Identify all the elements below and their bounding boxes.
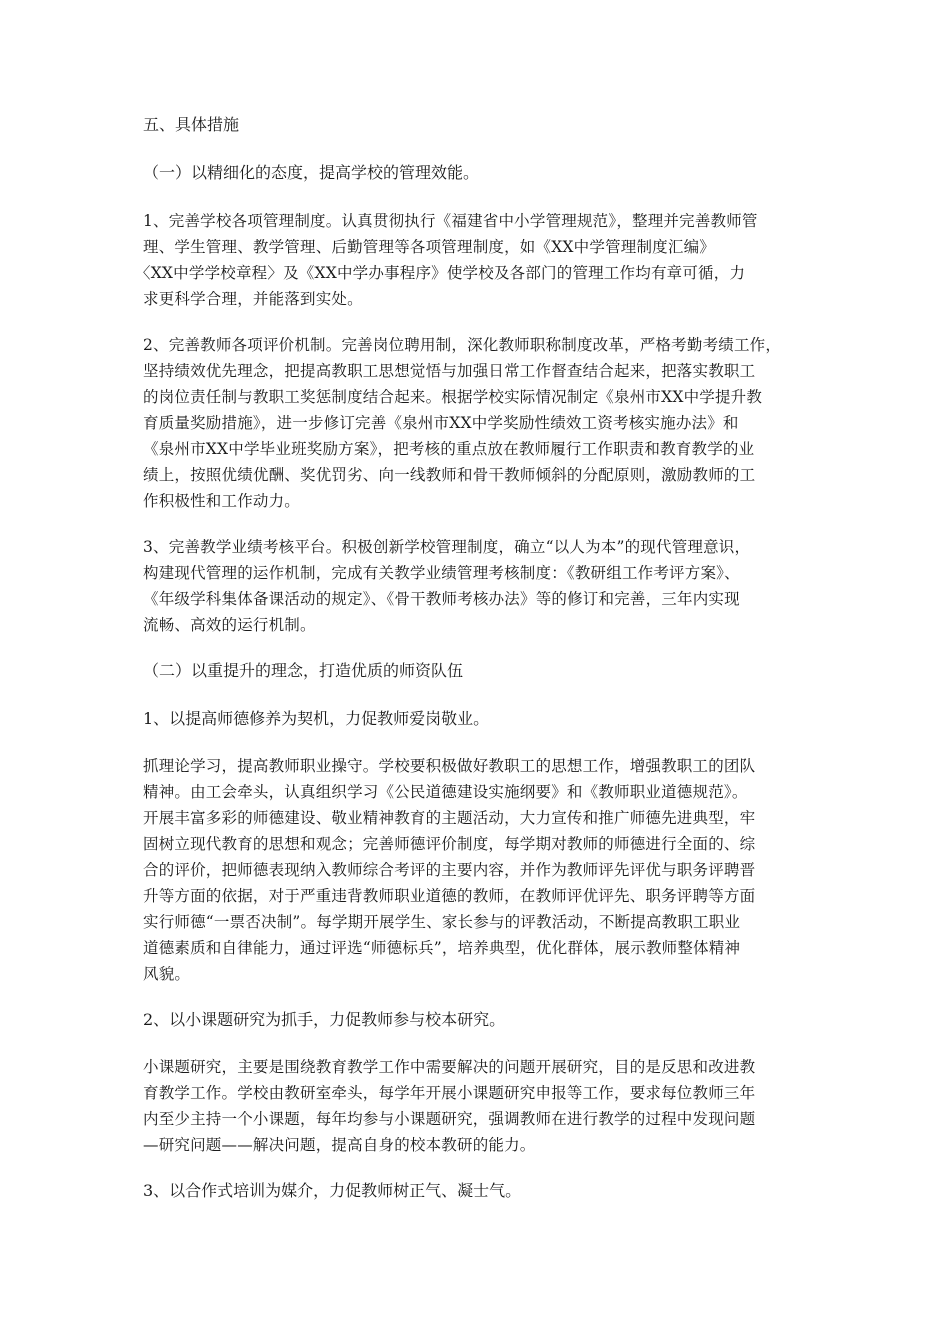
text-line: 小课题研究，主要是围绕教育教学工作中需要解决的问题开展研究，目的是反思和改进教	[143, 1058, 756, 1076]
text-line: 〈XX中学学校章程〉及《XX中学办事程序》使学校及各部门的管理工作均有章可循，力	[135, 264, 746, 282]
part1-heading: （一）以精细化的态度，提高学校的管理效能。	[143, 163, 480, 182]
part2-sub1-body	[143, 753, 825, 987]
text-line: 开展丰富多彩的师德建设、敬业精神教育的主题活动，大力宣传和推广师德先进典型，牢	[143, 809, 756, 827]
text-line: 精神。由工会牵头，认真组织学习《公民道德建设实施纲要》和《教师职业道德规范》。	[143, 783, 748, 801]
text-line: 合的评价，把师德表现纳入教师综合考评的主要内容，并作为教师评先评优与职务评聘晋	[143, 861, 756, 879]
part2-heading: （二）以重提升的理念，打造优质的师资队伍	[143, 661, 464, 680]
text-line: 3、完善教学业绩考核平台。积极创新学校管理制度，确立“以人为本”的现代管理意识，	[143, 538, 751, 556]
text-line: 构建现代管理的运作机制，完成有关教学业绩管理考核制度：《教研组工作考评方案》、	[143, 564, 740, 582]
text-line: 理、学生管理、教学管理、后勤管理等各项管理制度，如《XX中学管理制度汇编》	[143, 238, 715, 256]
text-line: 升等方面的依据，对于严重违背教师职业道德的教师，在教师评优评先、职务评聘等方面	[143, 887, 756, 905]
text-line: 作积极性和工作动力。	[143, 492, 301, 510]
text-line: 坚持绩效优先理念，把提高教职工思想觉悟与加强日常工作督查结合起来，把落实教职工	[143, 362, 756, 380]
document-page	[135, 112, 825, 1225]
part1-item1	[135, 208, 825, 312]
part1-item3	[143, 534, 825, 638]
text-line: 抓理论学习，提高教师职业操守。学校要积极做好教职工的思想工作，增强教职工的团队	[143, 757, 756, 775]
text-line: 风貌。	[143, 965, 191, 983]
text-line: 《泉州市XX中学毕业班奖励方案》，把考核的重点放在教师履行工作职责和教育教学的业	[143, 440, 755, 458]
part2-sub2-body	[143, 1054, 825, 1158]
text-line: 的岗位责任制与教职工奖惩制度结合起来。根据学校实际情况制定《泉州市XX中学提升教	[143, 388, 763, 406]
text-line: 育质量奖励措施》，进一步修订完善《泉州市XX中学奖励性绩效工资考核实施办法》和	[143, 414, 739, 432]
part2-sub1-title: 1、以提高师德修养为契机，力促教师爱岗敬业。	[143, 709, 490, 728]
text-line: 绩上，按照优绩优酬、奖优罚劣、向一线教师和骨干教师倾斜的分配原则，激励教师的工	[143, 466, 756, 484]
text-line: 流畅、高效的运行机制。	[143, 616, 316, 634]
text-line: 育教学工作。学校由教研室牵头，每学年开展小课题研究申报等工作，要求每位教师三年	[143, 1084, 756, 1102]
text-line: 2、完善教师各项评价机制。完善岗位聘用制，深化教师职称制度改革，严格考勤考绩工作，	[143, 336, 782, 354]
text-line: 求更科学合理，并能落到实处。	[143, 290, 363, 308]
text-line: 《年级学科集体备课活动的规定》、《骨干教师考核办法》等的修订和完善，三年内实现	[143, 590, 740, 608]
part2-sub3-title: 3、以合作式培训为媒介，力促教师树正气、凝士气。	[143, 1181, 522, 1200]
text-line: 固树立现代教育的思想和观念；完善师德评价制度，每学期对教师的师德进行全面的、综	[143, 835, 756, 853]
section-title: 五、具体措施	[143, 115, 240, 134]
text-line: 内至少主持一个小课题，每年均参与小课题研究，强调教师在进行教学的过程中发现问题	[143, 1110, 756, 1128]
text-line: 道德素质和自律能力，通过评选“师德标兵”，培养典型，优化群体，展示教师整体精神	[143, 939, 741, 957]
part1-item2	[143, 332, 825, 514]
text-line: 实行师德“一票否决制”。每学期开展学生、家长参与的评教活动，不断提高教职工职业	[143, 913, 741, 931]
text-line: —研究问题——解决问题，提高自身的校本教研的能力。	[143, 1136, 536, 1154]
part2-sub2-title: 2、以小课题研究为抓手，力促教师参与校本研究。	[143, 1010, 506, 1029]
text-line: 1、完善学校各项管理制度。认真贯彻执行《福建省中小学管理规范》，整理并完善教师管	[143, 212, 758, 230]
